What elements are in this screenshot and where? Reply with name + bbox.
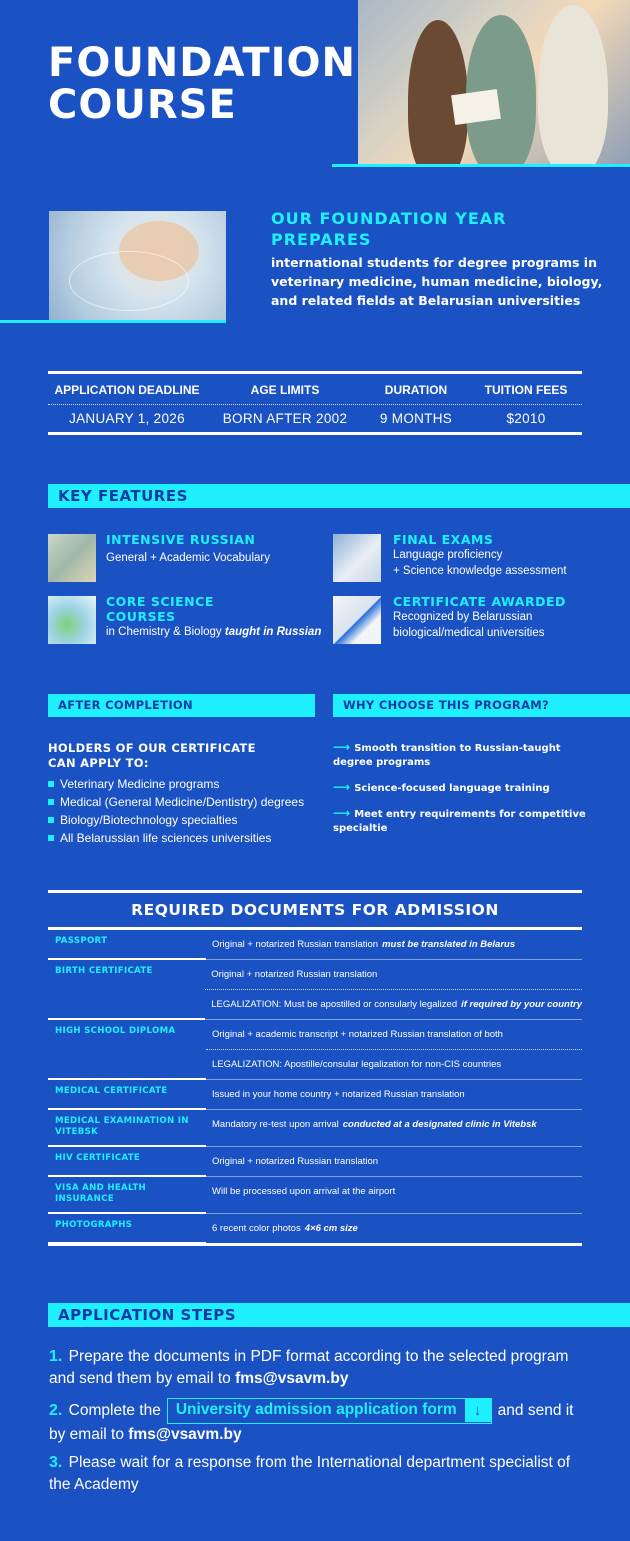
info-table	[48, 371, 582, 435]
feature-desc: Language proficiency	[393, 549, 503, 561]
info-value: BORN AFTER 2002	[222, 411, 348, 426]
step-2: 2. Complete the University admission application form ↓ and send it by email to fms@vsavm.by	[49, 1398, 589, 1446]
document-requirement: LEGALIZATION: Apostille/consular legalization for non-CIS countries	[206, 1049, 582, 1079]
document-requirement: Mandatory re-test upon arrival conducted at a designated clinic in Vitebsk	[212, 1119, 537, 1130]
step-1: 1. Prepare the documents in PDF format according to the selected program and send them by email to fms@vsavm.by	[49, 1348, 569, 1387]
certificate-icon	[333, 596, 381, 644]
document-requirement: Issued in your home country + notarized Russian translation	[212, 1089, 465, 1100]
feature-title: FINAL EXAMS	[393, 532, 494, 547]
download-icon: ↓	[465, 1399, 491, 1422]
document-requirements	[206, 1214, 582, 1243]
list-item: ⟶ Meet entry requirements for competitive specialtie	[333, 806, 586, 834]
info-label: TUITION FEES	[484, 383, 568, 397]
list-item: ⟶ Smooth transition to Russian-taught degree programs	[333, 740, 561, 768]
document-requirements	[206, 1020, 582, 1079]
table-row	[48, 1214, 582, 1243]
table-row	[48, 960, 582, 1020]
document-name: PASSPORT	[48, 930, 206, 959]
students-photo	[358, 0, 630, 165]
step-3: 3. Please wait for a response from the International department specialist of the Academy	[49, 1454, 571, 1493]
header-accent-line	[332, 164, 630, 167]
intro-text: international students for degree programs in veterinary medicine, human medicine, biology, and related fields at Belarusian universities	[271, 255, 603, 308]
application-steps-bar: APPLICATION STEPS	[48, 1303, 630, 1327]
documents-title: REQUIRED DOCUMENTS FOR ADMISSION	[48, 893, 582, 930]
email-link[interactable]: fms@vsavm.by	[235, 1370, 349, 1387]
arrow-right-icon: ⟶	[333, 740, 351, 754]
info-value: JANUARY 1, 2026	[69, 411, 185, 426]
document-requirement: LEGALIZATION: Must be apostilled or consularly legalized if required by your country	[205, 989, 582, 1019]
science-icon	[48, 596, 96, 644]
why-list	[333, 740, 603, 846]
feature-desc: Recognized by Belarussian	[393, 611, 533, 623]
info-label: AGE LIMITS	[250, 383, 320, 397]
document-requirements	[206, 1177, 582, 1213]
holders-heading: HOLDERS OF OUR CERTIFICATE CAN APPLY TO:	[48, 741, 256, 770]
info-value: 9 MONTHS	[379, 411, 453, 426]
key-features-bar: KEY FEATURES	[48, 484, 630, 508]
apply-list	[48, 775, 304, 847]
lab-photo	[49, 211, 226, 321]
info-label: DURATION	[384, 383, 448, 397]
email-link[interactable]: fms@vsavm.by	[128, 1426, 242, 1443]
document-requirements	[206, 1080, 582, 1109]
document-name: HIV CERTIFICATE	[48, 1147, 206, 1176]
intro-heading: OUR FOUNDATION YEAR PREPARES	[271, 209, 507, 249]
list-item: All Belarussian life sciences universities	[48, 829, 304, 847]
list-item: Medical (General Medicine/Dentistry) degrees	[48, 793, 304, 811]
feature-desc: General + Academic Vocabulary	[106, 552, 270, 564]
document-requirement: 6 recent color photos 4×6 cm size	[212, 1223, 358, 1234]
intro-accent-line	[0, 320, 226, 323]
document-requirement: Original + notarized Russian translation must be translated in Belarus	[212, 939, 516, 950]
feature-title: CERTIFICATE AWARDED	[393, 594, 566, 609]
document-name: HIGH SCHOOL DIPLOMA	[48, 1020, 206, 1079]
documents-table	[48, 890, 582, 1246]
document-requirement: Will be processed upon arrival at the airport	[212, 1186, 396, 1197]
document-name: MEDICAL EXAMINATION IN VITEBSK	[48, 1110, 206, 1146]
arrow-right-icon: ⟶	[333, 780, 351, 794]
reading-icon	[48, 534, 96, 582]
feature-title: INTENSIVE RUSSIAN	[106, 532, 256, 547]
document-name: MEDICAL CERTIFICATE	[48, 1080, 206, 1109]
exam-icon	[333, 534, 381, 582]
list-item: Biology/Biotechnology specialties	[48, 811, 304, 829]
document-requirement: Original + notarized Russian translation	[212, 1156, 379, 1167]
table-row	[48, 1020, 582, 1080]
feature-desc: + Science knowledge assessment	[393, 565, 567, 577]
table-row	[48, 930, 582, 960]
document-name: VISA AND HEALTH INSURANCE	[48, 1177, 206, 1213]
feature-desc: biological/medical universities	[393, 627, 545, 639]
document-requirements	[206, 1110, 582, 1146]
document-requirements	[206, 1147, 582, 1176]
after-completion-bar: AFTER COMPLETION	[48, 694, 315, 717]
document-requirements	[206, 930, 582, 959]
document-name: BIRTH CERTIFICATE	[48, 960, 205, 1019]
info-value: $2010	[506, 411, 546, 426]
why-choose-bar: WHY CHOOSE THIS PROGRAM?	[333, 694, 630, 717]
arrow-right-icon: ⟶	[333, 806, 351, 820]
document-requirement: Original + academic transcript + notarized Russian translation of both	[212, 1029, 503, 1040]
document-requirement: Original + notarized Russian translation	[211, 969, 378, 980]
page-title: FOUNDATION COURSE	[48, 40, 356, 128]
table-row	[48, 1147, 582, 1177]
document-requirements	[205, 960, 582, 1019]
table-row	[48, 1110, 582, 1147]
table-row	[48, 1177, 582, 1214]
feature-desc: in Chemistry & Biology taught in Russian	[106, 626, 322, 638]
list-item: ⟶ Science-focused language training	[333, 780, 550, 794]
application-form-button[interactable]: University admission application form ↓	[167, 1398, 492, 1424]
list-item: Veterinary Medicine programs	[48, 775, 304, 793]
document-name: PHOTOGRAPHS	[48, 1214, 206, 1243]
feature-title: CORE SCIENCE COURSES	[106, 594, 214, 624]
table-row	[48, 1080, 582, 1110]
info-label: APPLICATION DEADLINE	[54, 383, 200, 397]
